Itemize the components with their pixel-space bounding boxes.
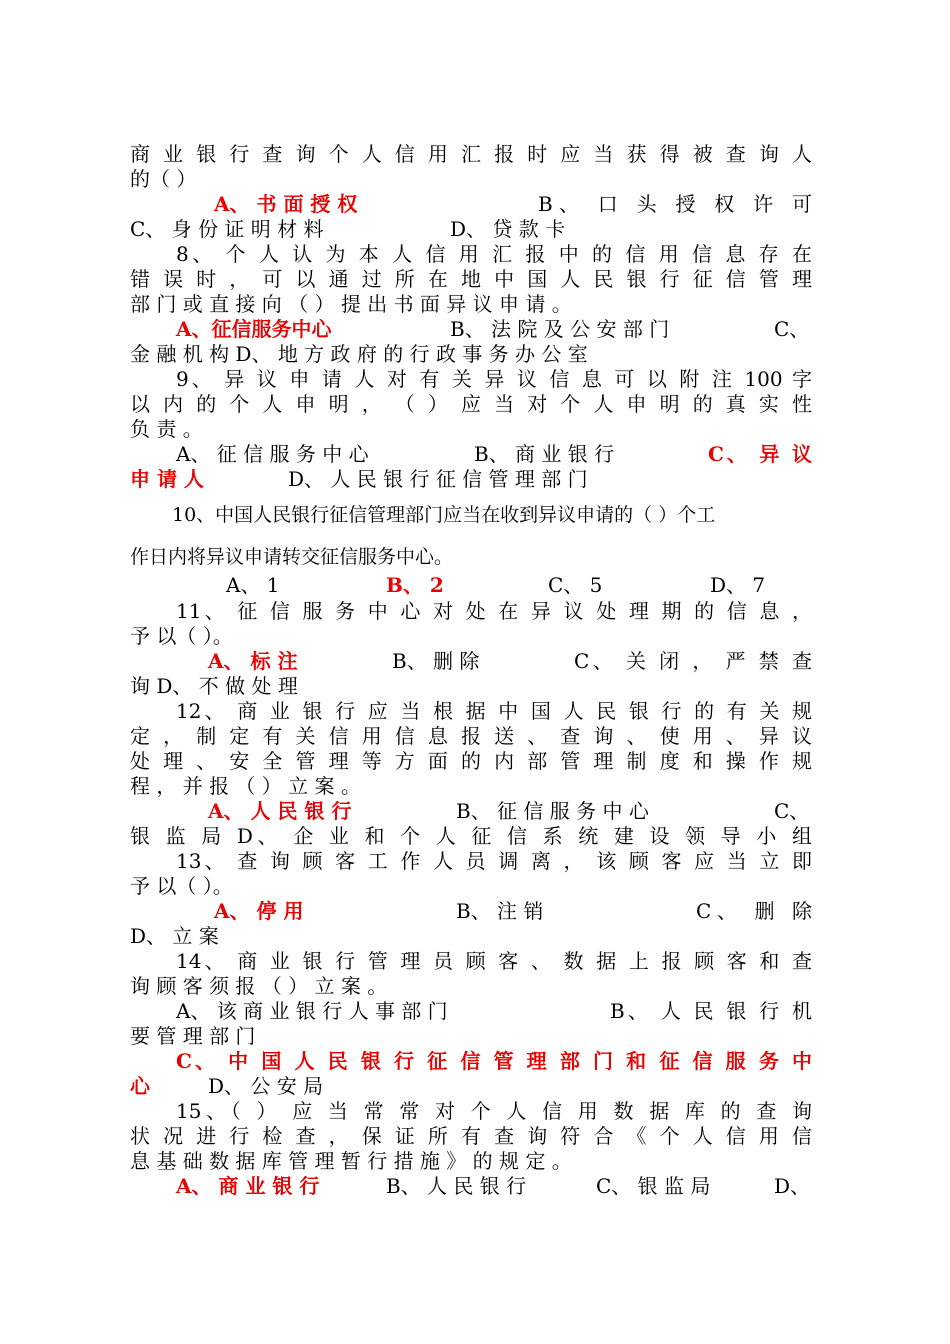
option: B、 人 民 银 行 <box>386 1174 527 1198</box>
text-line: 息 基 础 数 据 库 管 理 暂 行 措 施 》 的 规 定 。 <box>130 1149 572 1173</box>
answer-option: 心 <box>130 1074 150 1098</box>
text-line: 状 况 进 行 检 查 ， 保 证 所 有 查 询 符 合 《 个 人 信 用 信 <box>130 1124 812 1148</box>
option-row <box>130 649 812 674</box>
text-line: 要 管 理 部 门 <box>130 1024 256 1048</box>
option: D、 人 民 银 行 征 信 管 理 部 门 <box>288 467 588 491</box>
option-row <box>130 192 812 217</box>
option-row <box>130 217 812 242</box>
option-row <box>130 467 812 492</box>
option-row <box>130 442 812 467</box>
option: C、 身 份 证 明 材 料 <box>130 217 324 241</box>
option: B、 口 头 授 权 许 可 <box>538 192 812 216</box>
option: B、 法 院 及 公 安 部 门 <box>450 317 670 341</box>
answer-option: C、 异 议 <box>708 442 812 466</box>
option: A、 该 商 业 银 行 人 事 部 门 <box>176 999 448 1023</box>
option-row <box>130 999 812 1024</box>
question-line: 10、中国人民银行征信管理部门应当在收到异议申请的（ ）个工 <box>172 504 716 526</box>
text-line: 以 内 的 个 人 申 明 ， （ ） 应 当 对 个 人 申 明 的 真 实 性 <box>130 392 812 416</box>
answer-option: A、 标 注 <box>208 649 298 673</box>
question-line: 8、 个 人 认 为 本 人 信 用 汇 报 中 的 信 用 信 息 存 在 <box>176 242 812 266</box>
option: C、 银 监 局 <box>596 1174 711 1198</box>
text-line: 询 顾 客 须 报 （ ） 立 案 。 <box>130 974 388 998</box>
option-row <box>130 1174 812 1199</box>
option: D、 贷 款 卡 <box>450 217 566 241</box>
option: C、 关 闭 ， 严 禁 查 <box>574 649 812 673</box>
option: B、 商 业 银 行 <box>474 442 615 466</box>
question-line: 13、 查 询 顾 客 工 作 人 员 调 离 ， 该 顾 客 应 当 立 即 <box>176 849 812 873</box>
option: C、 5 <box>548 573 603 597</box>
answer-option: A、 停 用 <box>214 899 304 923</box>
question-line: 9、 异 议 申 请 人 对 有 关 异 议 信 息 可 以 附 注 100 字 <box>176 367 812 391</box>
answer-option: A、 书 面 授 权 <box>214 192 358 216</box>
option: B、 删 除 <box>392 649 480 673</box>
answer-option: C、 中 国 人 民 银 行 征 信 管 理 部 门 和 征 信 服 务 中 <box>176 1049 812 1073</box>
option: C、 <box>774 317 810 341</box>
text-line: 作日内将异议申请转交征信服务中心。 <box>130 546 454 568</box>
text-line: D、 立 案 <box>130 924 219 948</box>
option: B、 注 销 <box>456 899 544 923</box>
question-line: 15、（ ） 应 当 常 常 对 个 人 信 用 数 据 库 的 查 询 <box>176 1099 812 1123</box>
answer-option: 申 请 人 <box>130 467 204 491</box>
text-line: 负 责 。 <box>130 417 203 441</box>
option-row <box>130 317 812 342</box>
answer-option: A、 商 业 银 行 <box>176 1174 320 1198</box>
option: B、 人 民 银 行 机 <box>610 999 812 1023</box>
option: C、 删 除 <box>696 899 812 923</box>
option-row <box>130 899 812 924</box>
question-line: 11、 征 信 服 务 中 心 对 处 在 异 议 处 理 期 的 信 息 ， <box>176 599 812 623</box>
question-line: 14、 商 业 银 行 管 理 员 顾 客 、 数 据 上 报 顾 客 和 查 <box>176 949 812 973</box>
option-row <box>130 1074 812 1099</box>
text-line: 的（ ） <box>130 167 197 191</box>
text-line: 银 监 局 D、 企 业 和 个 人 征 信 系 统 建 设 领 导 小 组 <box>130 824 812 848</box>
option: D、 公 安 局 <box>208 1074 324 1098</box>
option: D、 7 <box>710 573 766 597</box>
answer-option: A、 人 民 银 行 <box>208 799 352 823</box>
text-line: 予 以（ ）。 <box>130 624 233 648</box>
text-line: 金 融 机 构 D、 地 方 政 府 的 行 政 事 务 办 公 室 <box>130 342 588 366</box>
option-row <box>130 573 812 598</box>
option: A、 征 信 服 务 中 心 <box>176 442 369 466</box>
text-line: 处 理 、 安 全 管 理 等 方 面 的 内 部 管 理 制 度 和 操 作 规 <box>130 749 812 773</box>
text-line: 部 门 或 直 接 向 （ ） 提 出 书 面 异 议 申 请 。 <box>130 292 572 316</box>
option: A、 1 <box>226 573 280 597</box>
option: C、 <box>774 799 810 823</box>
option: D、 <box>774 1174 811 1198</box>
text-line: 予 以（ ）。 <box>130 874 233 898</box>
text-line: 错 误 时 ， 可 以 通 过 所 在 地 中 国 人 民 银 行 征 信 管 理 <box>130 267 812 291</box>
text-line: 程 ， 并 报 （ ） 立 案 。 <box>130 774 361 798</box>
question-line: 12、 商 业 银 行 应 当 根 据 中 国 人 民 银 行 的 有 关 规 <box>176 699 812 723</box>
text-line: 询 D、 不 做 处 理 <box>130 674 298 698</box>
answer-option: A、征信服务中心 <box>176 317 332 341</box>
text-line: 定 ， 制 定 有 关 信 用 信 息 报 送 、 查 询 、 使 用 、 异 议 <box>130 724 812 748</box>
answer-option: B、 2 <box>386 573 444 597</box>
option-row <box>130 799 812 824</box>
text-line: 商 业 银 行 查 询 个 人 信 用 汇 报 时 应 当 获 得 被 查 询 人 <box>130 142 812 166</box>
option: B、 征 信 服 务 中 心 <box>456 799 649 823</box>
